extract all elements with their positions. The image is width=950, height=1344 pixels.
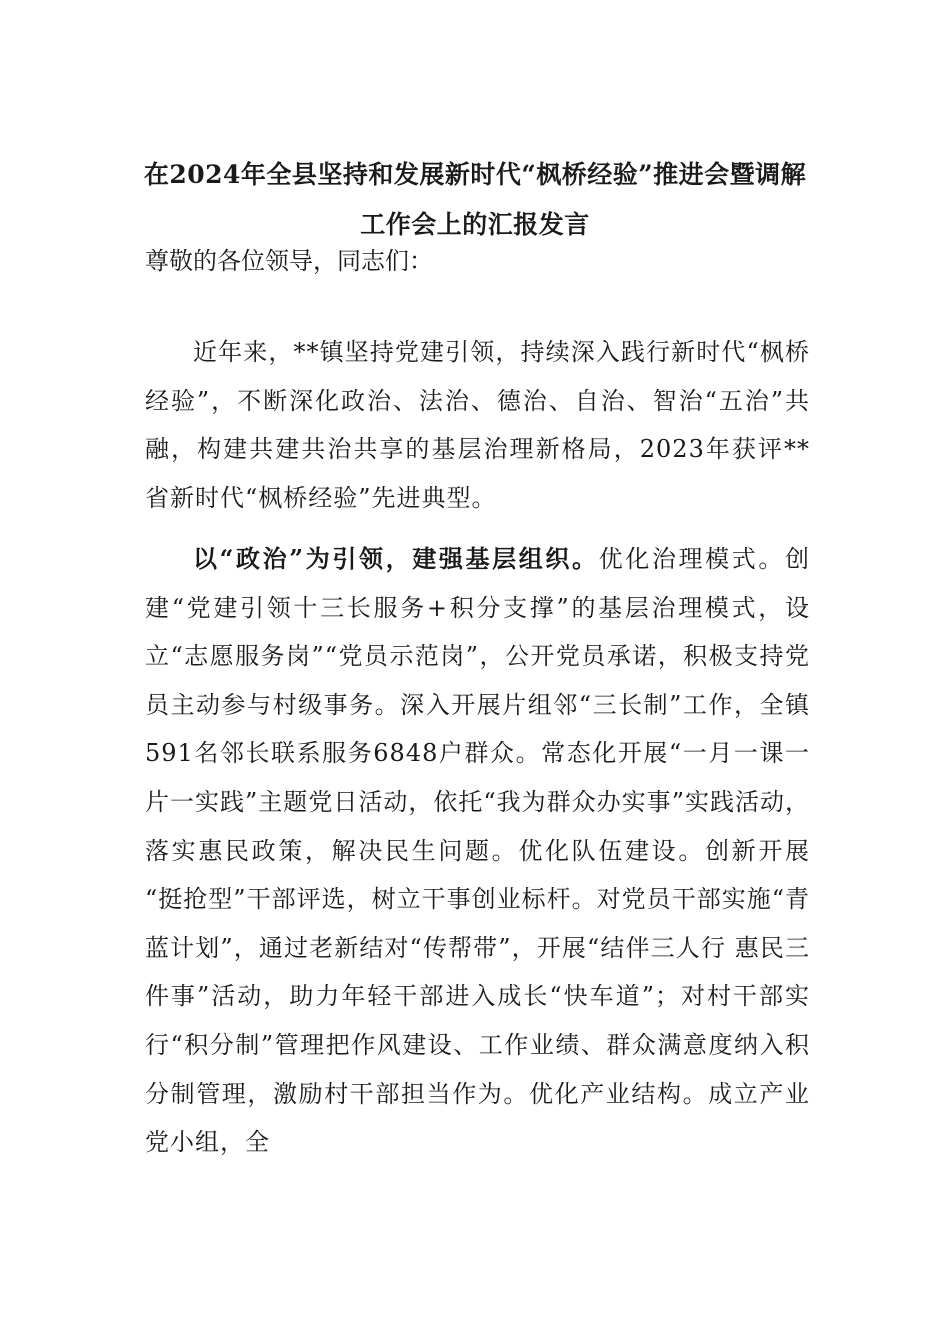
paragraph-political-governance — [145, 535, 810, 1167]
paragraph-lead-heading: 以“政治”为引领，建强基层组织。 — [193, 544, 599, 573]
paragraph-intro: 近年来，**镇坚持党建引领，持续深入践行新时代“枫桥经验”，不断深化政治、法治、德治、自治、智治“五治”共融，构建共建共治共享的基层治理新格局，2023年获评**省新时代“枫桥经验”先进典型。 — [145, 338, 810, 512]
document-title: 在2024年全县坚持和发展新时代“枫桥经验”推进会暨调解工作会上的汇报发言 — [143, 160, 807, 239]
paragraph-body: 优化治理模式。创建“党建引领十三长服务+积分支撑”的基层治理模式，设立“志愿服务岗”“党员示范岗”，公开党员承诺，积极支持党员主动参与村级事务。深入开展片组邻“三长制”工作，全镇591名邻长联系服务6848户群众。常态化开展“一月一课一片一实践”主题党日活动，依托“我为群众办实事”实践活动，落实惠民政策，解决民生问题。优化队伍建设。创新开展 “挺抢型”干部评选，树立干事创业标杆。对党员干部实施“青蓝计划”，通过老新结对“传帮带”，开展“结伴三人行 惠民三件事”活动，助力年轻干部进入成长“快车道”；对村干部实行“积分制”管理把作风建设、工作业绩、群众满意度纳入积分制管理，激励村干部担当作为。优化产业结构。成立产业党小组，全 — [145, 545, 811, 1157]
salutation: 尊敬的各位领导，同志们： — [145, 247, 433, 275]
